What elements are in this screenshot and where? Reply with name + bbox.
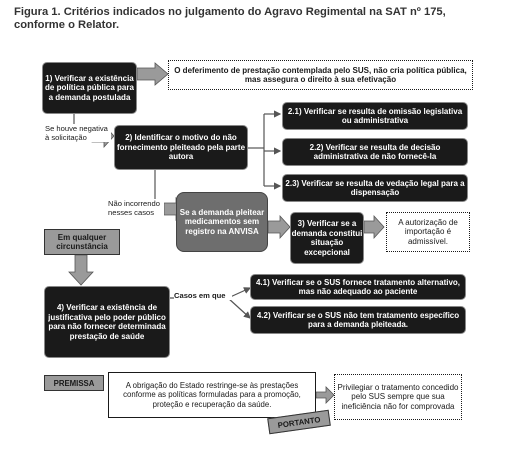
step1-result-box (168, 60, 473, 90)
casos-em-que-label: Casos em que (174, 291, 232, 300)
step2-3-text: 2.3) Verificar se resulta de vedação legal para a dispensação (285, 178, 465, 197)
step4-1-box (250, 274, 466, 300)
final-text: Privilegiar o tratamento concedido pelo SUS sempre que sua ineficiência não for comprovada (337, 382, 459, 411)
step2-box (114, 125, 248, 170)
step4-2-box (250, 306, 466, 334)
step4-text: 4) Verificar a existência de justificativa pelo poder público para não fornecer determinada prestação de saúde (48, 303, 166, 341)
nao-incorrendo-label: Não incorrendo nesses casos (108, 199, 164, 217)
step3-text: 3) Verificar se a demanda constitui situação excepcional (291, 219, 363, 257)
step3-result-box (386, 212, 470, 252)
step3-box (290, 212, 364, 264)
premissa-tag (44, 375, 104, 391)
step2-text: 2) Identificar o motivo do não fornecimento pleiteado pela parte autora (116, 133, 246, 162)
step2-2-text: 2.2) Verificar se resulta de decisão administrativa de não fornecê-la (309, 142, 441, 161)
step4-box (44, 286, 170, 358)
qualquer-circunstancia-text: Em qualquer circunstância (56, 232, 108, 251)
premissa-tag-text: PREMISSA (53, 378, 95, 388)
qualquer-circunstancia-box (44, 229, 120, 255)
final-box (334, 374, 462, 420)
step2-1-box (282, 102, 468, 130)
step1-text: 1) Verificar a existência de política pública para a demanda postulada (45, 73, 134, 102)
se-negativa-label: Se houve negativa à solicitação (45, 124, 111, 142)
portanto-tag-text: PORTANTO (277, 414, 321, 430)
step2-2-box (282, 138, 468, 166)
anvisa-box (176, 192, 268, 252)
step2-3-box (282, 174, 468, 202)
arrow-to-final (316, 387, 334, 403)
arrow-to-step3 (268, 216, 290, 238)
anvisa-text: Se a demanda pleitear medicamentos sem registro na ANVISA (179, 207, 265, 236)
step4-2-text: 4.2) Verificar se o SUS não tem tratamento específico para a demanda pleiteada. (256, 310, 460, 329)
arrow-step1-result (137, 63, 168, 85)
arrow-to-step4 (69, 255, 93, 285)
step1-result-text: O deferimento de prestação contemplada pelo SUS, não cria política pública, mas assegura o direito à sua efetivação (174, 65, 467, 84)
premissa-box (108, 372, 316, 418)
caption-line-1: Figura 1. Critérios indicados no julgamento do Agravo Regimental na SAT nº 175, (14, 6, 446, 18)
step2-1-text: 2.1) Verificar se resulta de omissão legislativa ou administrativa (287, 106, 463, 125)
premissa-text: A obrigação do Estado restringe-se às prestações conforme as políticas formuladas para a promoção, proteção e recuperação da saúde. (123, 380, 301, 409)
caption-line-2: conforme o Relator. (14, 19, 120, 31)
step1-box (42, 62, 137, 114)
step3-result-text: A autorização de importação é admissível. (398, 217, 458, 246)
step4-1-text: 4.1) Verificar se o SUS fornece tratamento alternativo, mas não adequado ao paciente (255, 277, 461, 296)
arrow-step3-result (364, 216, 384, 238)
